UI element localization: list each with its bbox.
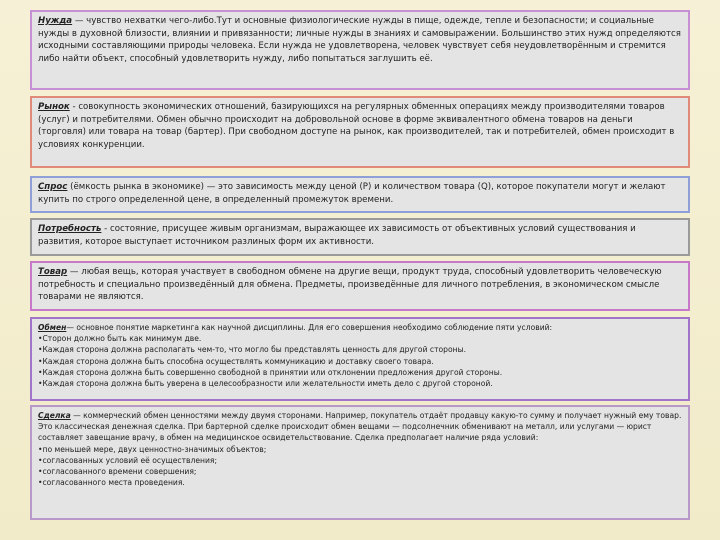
definition-text: — чувство нехватки чего-либо.Тут и основные физиологические нужды в пище, одежде, тепле и безопасности; и социальные нужды в духовной близости, влиянии и привязанности; личные нужды в знаниях и самовыражении. Большинство этих нужд определяются исходными составляющими природы человека. Если нужда не удовлетворена, человек чувствует себя неудовлетворённым и стремится либо найти объект, способный удовлетворить нужду, либо попытаться заглушить её. xyxy=(38,16,681,64)
definition-text: - совокупность экономических отношений, базирующихся на регулярных обменных операциях между производителями товаров (услуг) и потребителями. Обмен обычно происходит на добровольной основе в форме эквивалентного обмена товаров на деньги (торговля) или товара на товар (бартер). При свободном доступе на рынок, как производителей, так и потребителей, обмен происходит в условиях конкуренции. xyxy=(38,102,675,150)
definition-deal xyxy=(30,405,690,520)
definition-demand xyxy=(30,176,690,213)
definition-goods xyxy=(30,261,690,311)
term-goods: Товар xyxy=(38,267,68,277)
definition-market xyxy=(30,96,690,168)
definition-exchange xyxy=(30,317,690,401)
definition-text: — любая вещь, которая участвует в свободном обмене на другие вещи, продукт труда, способный удовлетворить человеческую потребность и специально произведённый для обмена. Предметы, произведённые для личного потребления, в экономическом смысле товарами не являются. xyxy=(38,267,662,303)
list-item: •по меньшей мере, двух ценностно-значимых объектов; xyxy=(38,444,267,454)
term-demand: Спрос xyxy=(38,182,68,192)
definition-text: — основное понятие маркетинга как научной дисциплины. Для его совершения необходимо соблюдение пяти условий: xyxy=(66,323,553,332)
list-item: •Сторон должно быть как минимум две. xyxy=(38,334,202,344)
list-item: •согласованного места проведения. xyxy=(38,478,185,488)
term-need: Нужда xyxy=(38,16,73,26)
definition-necessity xyxy=(30,218,690,256)
list-item: •Каждая сторона должна быть уверена в целесообразности или желательности иметь дело с другой стороной. xyxy=(38,379,493,389)
list-item: •Каждая сторона должна быть совершенно свободной в принятии или отклонении предложения другой стороны. xyxy=(38,367,503,377)
definition-text: - состояние, присущее живым организмам, выражающее их зависимость от объективных условий существования и развития, которое выступает источником разлиных форм их активности. xyxy=(38,224,636,247)
term-deal: Сделка xyxy=(38,411,71,420)
definition-need xyxy=(30,10,690,90)
definition-text: — коммерческий обмен ценностями между двумя сторонами. Например, покупатель отдаёт продавцу какую-то сумму и получает нужный ему товар. Это классическая денежная сделка. При бартерной сделке происходит обмен вещами — подсолнечник обменивают на металл, или услугами — юрист составляет завещание врачу, в обмен на медицинское освидетельствование. Сделка предполагает наличие ряда условий: xyxy=(38,411,682,443)
list-item: •согласованных условий её осуществления; xyxy=(38,455,218,465)
definition-text: (ёмкость рынка в экономике) — это зависимость между ценой (P) и количеством товара (Q), которое покупатели могут и желают купить по строго определенной цене, в определенный промежуток времени. xyxy=(38,182,666,205)
term-necessity: Потребность xyxy=(38,224,102,234)
term-market: Рынок xyxy=(38,102,70,112)
list-item: •Каждая сторона должна располагать чем-то, что могло бы представлять ценность для другой стороны. xyxy=(38,345,466,355)
list-item: •согласованного времени совершения; xyxy=(38,467,197,477)
list-item: •Каждая сторона должна быть способна осуществлять коммуникацию и доставку своего товара. xyxy=(38,356,434,366)
term-exchange: Обмен xyxy=(38,323,67,332)
